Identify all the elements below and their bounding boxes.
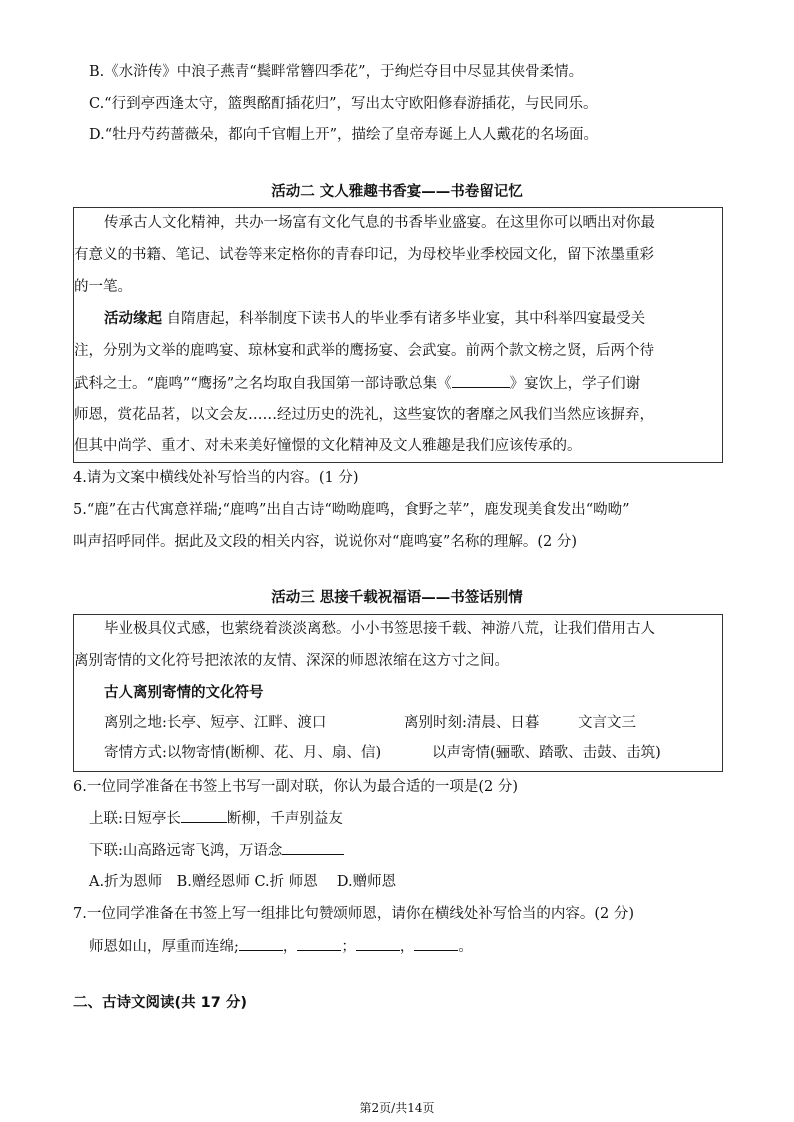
q7-blank-3[interactable] xyxy=(356,936,400,951)
activity2-origin-label: 活动缘起 xyxy=(104,311,162,327)
activity3-p1-line2: 离别寄情的文化符号把浓浓的友情、深深的师恩浓缩在这方寸之间。 xyxy=(74,653,509,669)
activity2-answer-blank[interactable] xyxy=(452,373,510,388)
activity2-p2-line5: 但其中尚学、重才、对未来美好憧憬的文化精神及文人雅趣是我们应该传承的。 xyxy=(74,438,582,454)
q7-semicolon: ； xyxy=(341,939,356,955)
activity2-p2-line2: 注，分别为文举的鹿鸣宴、琼林宴和武举的鹰扬宴、会武宴。前两个款文榜之贤，后两个待 xyxy=(74,343,654,359)
q6-upper-a: 上联:日短亭长 xyxy=(89,811,181,827)
activity3-row1-b: 离别时刻:清晨、日暮 xyxy=(404,715,540,731)
activity2-p2-line3-a: 武科之士。“鹿鸣”“鹰扬”之名均取自我国第一部诗歌总集《 xyxy=(74,376,452,392)
question-6-options: A.折为恩师 B.赠经恩师 C.折 师恩 D.赠师恩 xyxy=(89,874,397,890)
q6-lower-a: 下联:山高路远寄飞鸿，万语念 xyxy=(89,843,283,859)
activity3-row2-b: 以声寄情(骊歌、踏歌、击鼓、击筑) xyxy=(432,745,661,761)
question-6: 6.一位同学准备在书签上书写一副对联，你认为最合适的一项是(2 分) xyxy=(73,779,518,795)
activity2-p2-line3 xyxy=(74,373,640,394)
section-2-heading: 二、古诗文阅读(共 17 分) xyxy=(73,995,248,1011)
page-footer: 第2页/共14页 xyxy=(359,1101,435,1115)
activity2-p1-line2: 有意义的书籍、笔记、试卷等来定格你的青春印记，为母校毕业季校园文化，留下浓墨重彩 xyxy=(74,247,654,263)
option-c: C.“行到亭西逢太守，篮舆酩酊插花归”，写出太守欧阳修春游插花，与民同乐。 xyxy=(89,96,598,112)
activity3-p1-line1: 毕业极具仪式感，也萦绕着淡淡离愁。小小书签思接千载、神游八荒，让我们借用古人 xyxy=(104,621,655,637)
question-5-line1: 5.“鹿”在古代寓意祥瑞;“鹿鸣”出自古诗“呦呦鹿鸣，食野之苹”，鹿发现美食发出“呦呦” xyxy=(73,502,630,518)
question-6-upper xyxy=(89,808,343,829)
question-7: 7.一位同学准备在书签上写一组排比句赞颂师恩，请你在横线处补写恰当的内容。(2 分) xyxy=(73,906,634,922)
question-7-lead xyxy=(89,936,473,957)
q7-lead: 师恩如山，厚重而连绵; xyxy=(89,939,239,955)
option-b: B.《水浒传》中浪子燕青“鬓畔常簪四季花”，于绚烂夺目中尽显其侠骨柔情。 xyxy=(89,64,584,80)
q7-blank-2[interactable] xyxy=(297,936,341,951)
question-5-line2: 叫声招呼同伴。据此及文段的相关内容，说说你对“鹿鸣宴”名称的理解。(2 分) xyxy=(73,534,577,550)
activity3-subhead: 古人离别寄情的文化符号 xyxy=(104,685,264,701)
activity3-row1-c: 文言文三 xyxy=(578,715,636,731)
q6-upper-b: 断柳，千声别益友 xyxy=(226,811,343,827)
q7-blank-1[interactable] xyxy=(239,936,283,951)
option-d: D.“牡丹芍药蔷薇朵，都向千官帽上开”，描绘了皇帝寿诞上人人戴花的名场面。 xyxy=(89,127,599,143)
activity3-row2-a: 寄情方式:以物寄情(断柳、花、月、扇、信) xyxy=(104,745,382,761)
q6-lower-blank[interactable] xyxy=(282,840,344,855)
activity2-p2-line3-b: 》宴饮上，学子们谢 xyxy=(509,376,641,392)
question-6-lower xyxy=(89,840,344,861)
activity2-p2-line1 xyxy=(104,309,645,329)
q7-comma-1: ， xyxy=(282,939,298,955)
q7-comma-2: ， xyxy=(399,939,415,955)
activity2-p1-line3: 的一笔。 xyxy=(74,279,132,295)
activity2-p2-line4: 师恩，赏花品茗，以文会友……经过历史的洗礼，这些宴饮的奢靡之风我们当然应该摒弃， xyxy=(74,407,654,423)
question-4: 4.请为文案中横线处补写恰当的内容。(1 分) xyxy=(73,470,359,486)
activity2-origin-text: 自隋唐起，科举制度下读书人的毕业季有诸多毕业宴，其中科举四宴最受关 xyxy=(166,311,646,327)
q7-period: 。 xyxy=(458,939,473,955)
activity2-p1-line1: 传承古人文化精神，共办一场富有文化气息的书香毕业盛宴。在这里你可以晒出对你最 xyxy=(104,215,655,231)
q6-upper-blank[interactable] xyxy=(181,808,227,823)
activity3-title: 活动三 思接千载祝福语——书签话别情 xyxy=(271,590,523,606)
q7-blank-4[interactable] xyxy=(414,936,458,951)
activity2-title: 活动二 文人雅趣书香宴——书卷留记忆 xyxy=(271,184,523,200)
activity3-row1-a: 离别之地:长亭、短亭、江畔、渡口 xyxy=(104,715,327,731)
